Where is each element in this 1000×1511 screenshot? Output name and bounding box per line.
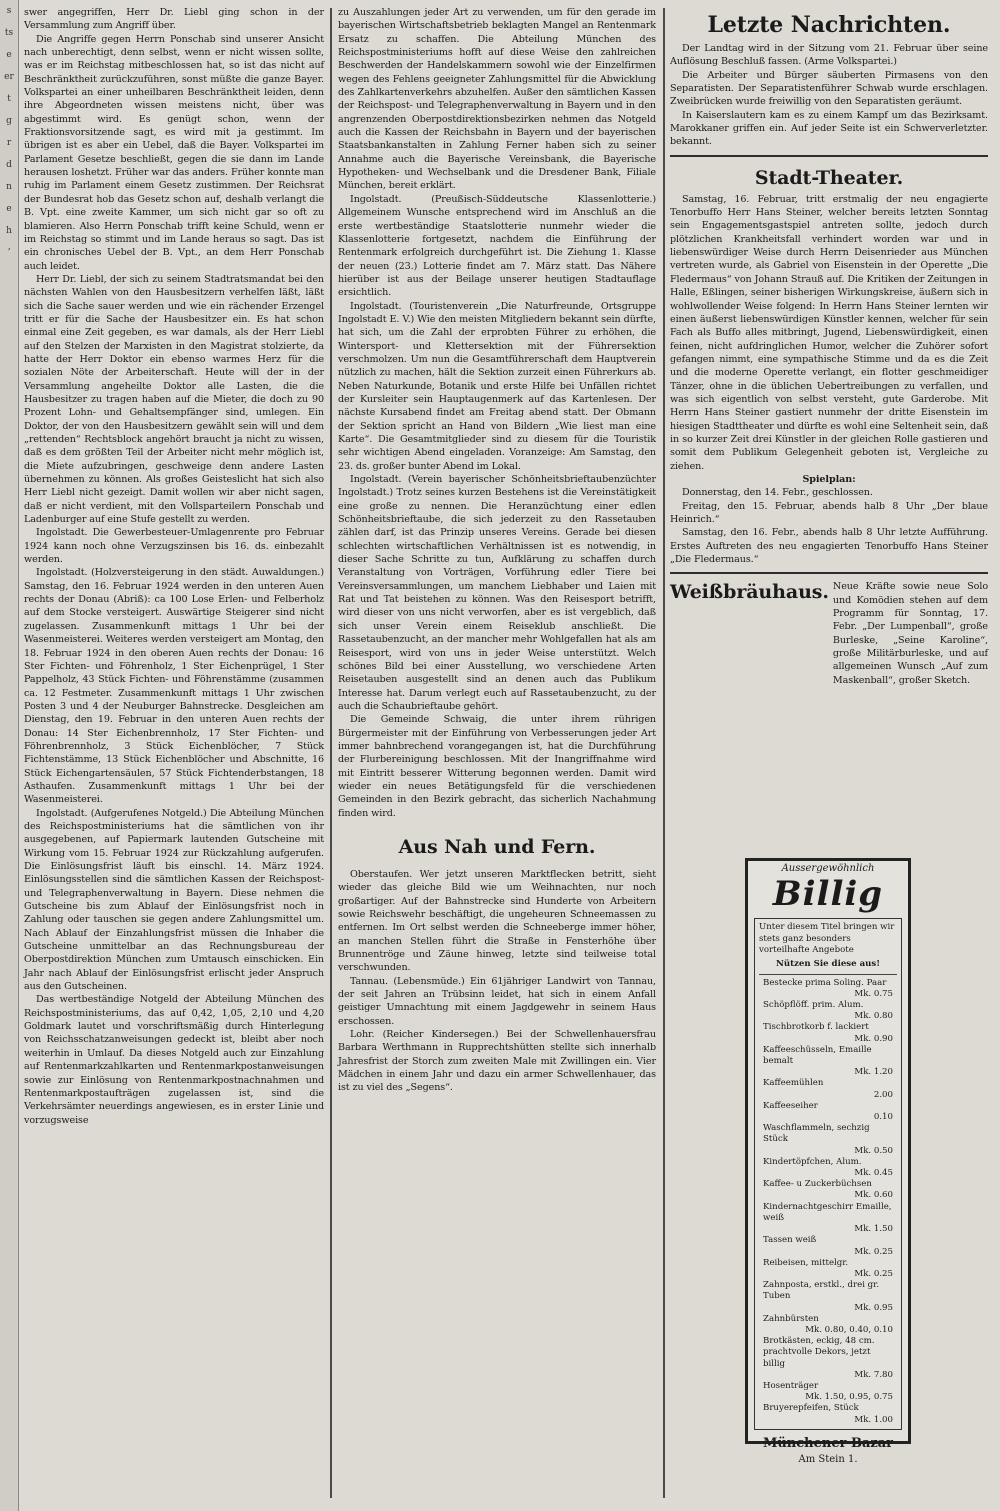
- margin-fragment: h: [6, 226, 12, 236]
- ad-item: [759, 1101, 897, 1123]
- ad-store-address: Am Stein 1.: [798, 1453, 858, 1465]
- weissbraeuhaus-notice: [670, 580, 988, 687]
- article-paragraph: Die Gemeinde Schwaig, die unter ihrem rührigen Bürgermeister mit der Einführung von Verbesserungen jeder Art immer bahnbrechend vorangegangen ist, hat die Durchführung der Flurbereinigung beschlossen. Mit der Inangriffnahme wird mit Eintritt besserer Witterung begonnen werden. Damit wird wieder ein neues Betätigungsfeld für die verschiedenen Gemeinden in den Bezirk gebracht, das sicherlich Nachahmung finden wird.: [338, 714, 656, 819]
- ad-item-name: Hosenträger: [763, 1380, 819, 1391]
- margin-fragment: d: [6, 160, 12, 170]
- ad-headline: Billig: [772, 874, 884, 915]
- ad-item-name: Brotkästen, eckig, 48 cm. prachtvolle Dekors, jetzt billig: [763, 1336, 875, 1369]
- article-paragraph: zu Auszahlungen jeder Art zu verwenden, um für den gerade im bayerischen Wirtschaftsbetrieb beklagten Mangel an Rentenmark Ersatz zu schaffen. Die Abteilung München des Reichspostministeriums hofft auf diese Weise den zahlreichen Beschwerden der Handelskammern sowohl wie der Einzelfirmen wegen des Fehlens geeigneter Zahlungsmittel für die Abwicklung des Zahlkartenverkehrs abzuhelfen. Außer den sämtlichen Kassen der Reichspost- und Telegraphenverwaltung in Bayern und in den angrenzenden Oberpostdirektionsbezirken nehmen das Notgeld auch die Kassen der Reichsbahn in Bayern und der bayerischen Staatsbankanstalten in Zahlung Ferner haben sich zu seiner Annahme auch die Bayerische Vereinsbank, die Bayerische Hypotheken- und Wechselbank und die Dresdener Bank, Filiale München, bereit erklärt.: [338, 7, 656, 192]
- news-paragraph: In Kaiserslautern kam es zu einem Kampf um das Bezirksamt. Marokkaner griffen ein. Auf jeder Seite ist ein Schwerverletzter. bekannt.: [670, 109, 988, 148]
- article-paragraph: Ingolstadt. (Preußisch-Süddeutsche Klassenlotterie.) Allgemeinem Wunsche entsprechend wird im Anschluß an die erste wertbeständige Staatslotterie nunmehr wieder die Klassenlotterie fortgesetzt, nachdem die Einführung der Rentenmark erfolgreich durchgeführt ist. Die Ziehung 1. Klasse der neuen (23.) Lotterie findet am 7. März statt. Das Nähere hierüber ist aus der Beilage unserer heutigen Stadtauflage ersichtlich.: [338, 193, 656, 299]
- margin-fragment: s: [6, 6, 12, 16]
- ad-item-price: 2.00: [873, 1089, 893, 1100]
- section-heading-letzte-nachrichten: Letzte Nachrichten.: [707, 12, 951, 38]
- article-paragraph: Die Angriffe gegen Herrn Ponschab sind unserer Ansicht nach unberechtigt, denn selbst, wenn er nicht wissen sollte, was er im Reichstag mitbeschlossen hat, so ist das nicht auf Beschränktheit zurückzuführen, sonst müßte die ganze Bayer. Volkspartei an einer unheilbaren Beschränktheit leiden, denn ihre Abgeordneten wissen meistens nicht, über was abgestimmt wird. Es genügt schon, wenn der Fraktionsvorsitzende sagt, es wird mit ja gestimmt. Im übrigen ist es aber ein Uebel, daß die Bayer. Volkspartei im Parlament Gesetze beschließt, gegen die sie dann im Lande herausen loshetzt. Früher war das anders. Früher konnte man ruhig im Parlament einem Gesetz zustimmen. Der Reichsrat der Bundesrat hob das Gesetz schon auf, deshalb verlangt die B. Vpt. eine zweite Kammer, um sich nicht gar so oft zu blamieren. Also Herrn Ponschab trifft keine Schuld, wenn er im Reichstag so stimmt und im Lande heraus so sagt. Das ist ein chronisches Uebel der B. Vpt., an dem Herr Ponschab auch leidet.: [24, 33, 324, 272]
- section-heading-stadt-theater: Stadt-Theater.: [754, 166, 904, 189]
- margin-fragment: er: [4, 72, 14, 82]
- ad-item: [759, 1179, 897, 1201]
- ad-item-name: Kindertöpfchen, Alum.: [763, 1156, 862, 1167]
- ad-item-name: Reibeisen, mittelgr.: [763, 1257, 849, 1268]
- ad-item: [759, 1045, 897, 1079]
- theater-paragraph: Samstag, 16. Februar, tritt erstmalig der neu engagierte Tenorbuffo Herr Hans Steiner, welcher bereits letzten Sonntag sein Engagementsgastspiel antreten sollte, jedoch durch plötzlichen Krankheitsfall verhindert worden war und in liebenswürdiger Weise durch Herrn Deisenrieder aus München vertreten wurde, als Gabriel von Eisenstein in der Operette „Die Fledermaus“ von Johann Strauß auf. Die Kritiken der Zeitungen in Halle, Eßlingen, seiner bisherigen Wirkungskreise, äußern sich in wohlwollender Weise folgend: In Herrn Hans Steiner lernten wir einen äußerst liebenswürdigen Künstler kennen, welcher für sein Fach als Buffo alles mitbringt, Jugend, Liebenswürdigkeit, einen feinen, nicht aufdringlichen Humor, welcher die Zuhörer sofort gefangen nimmt, eine sympathische Stimme und da es die Zeit und die moderne Operette verlangt, ein flotter geschmeidiger Tänzer, ohne in die üblichen Uebertreibungen zu verfallen, und was sich eigentlich von selbst versteht, gute Garderobe. Mit Herrn Hans Steiner gastiert nunmehr der dritte Eisenstein im hiesigen Stadttheater und dürfte es wohl eine Seltenheit sein, daß in so kurzer Zeit drei Künstler in der gleichen Rolle gastieren und somit dem Publikum Gelegenheit geboten ist, Vergleiche zu ziehen.: [670, 193, 988, 472]
- article-paragraph: Ingolstadt. (Touristenverein „Die Naturfreunde, Ortsgruppe Ingolstadt E. V.) Wie den meisten Mitgliedern bekannt sein dürfte, hat sich, um die Zahl der erprobten Führer zu erhöhen, die Wintersport- und Klettersektion mit der Führersektion verschmolzen. Um nun die Gesamtführerschaft dem Hauptverein nützlich zu machen, hält die Sektion zurzeit einen Führerkurs ab. Neben Naturkunde, Botanik und erste Hilfe bei Unfällen richtet der Kursleiter sein Hauptaugenmerk auf das Kartenlesen. Der nächste Kursabend findet am Freitag abend statt. Der Obmann der Sektion spricht an Hand von Bildern „Wie liest man eine Karte“. Die Gesamtmitglieder sind zu diesem für die Touristik sehr wichtigen Abend eingeladen. Voranzeige: Am Samstag, den 23. ds. großer bunter Abend im Lokal.: [338, 300, 656, 472]
- ad-item-name: Zahnbürsten: [763, 1313, 819, 1324]
- ad-item: [759, 1078, 897, 1100]
- margin-fragment: r: [6, 138, 12, 148]
- margin-fragment: e: [6, 50, 12, 60]
- weissbraeuhaus-text: Neue Kräfte sowie neue Solo und Komödien stehen auf dem Programm für Sonntag, 17. Febr. „Der Lumpenball“, große Burleske, „Seine Karoline“, große Militärburleske, und auf allgemeinen Wunsch „Auf zum Maskenball“, großer Sketch.: [832, 581, 988, 686]
- article-paragraph: Oberstaufen. Wer jetzt unseren Marktflecken betritt, sieht wieder das gleiche Bild wie um Weihnachten, nur noch großartiger. Auf der Bahnstrecke sind Hunderte von Arbeitern sowie Reichswehr beschäftigt, die ungeheuren Schneemassen zu entfernen. Im Ort selbst werden die Schneeberge immer höher, an manchen Stellen führt die Straße in Fensterhöhe über Brunnentröge und Zäune hinweg, letzte sind teilweise total verschwunden.: [338, 868, 656, 974]
- ad-item-name: Tassen weiß: [763, 1235, 817, 1246]
- section-divider: [670, 155, 988, 157]
- ad-item-name: Kindernachtgeschirr Emaille, weiß: [763, 1201, 892, 1223]
- ad-item-name: Waschflammeln, sechzig Stück: [763, 1123, 870, 1145]
- article-paragraph: Tannau. (Lebensmüde.) Ein 61jähriger Landwirt von Tannau, der seit Jahren an Trübsinn leidet, hat sich in einem Anfall geistiger Umnachtung mit einem Jagdgewehr in seinem Haus erschossen.: [338, 975, 656, 1027]
- ad-item-price: Mk. 7.80: [854, 1369, 893, 1380]
- ad-item-name: Kaffeeschüsseln, Emaille bemalt: [763, 1044, 872, 1067]
- column-2: [338, 6, 656, 1501]
- ad-item-name: Kaffeemühlen: [763, 1078, 824, 1089]
- weissbraeuhaus-name: Weißbräuhaus.: [670, 581, 829, 604]
- news-paragraph: Der Landtag wird in der Sitzung vom 21. Februar über seine Auflösung Beschluß fassen. (Arme Volkspartei.): [670, 43, 988, 68]
- ad-item-name: Kaffeeseiher: [763, 1100, 818, 1111]
- ad-item-name: Tischbrotkorb f. lackiert: [763, 1022, 869, 1033]
- ad-item-price: Mk. 0.95: [854, 1302, 893, 1313]
- ad-item-price: Mk. 0.25: [854, 1246, 893, 1257]
- ad-item: [759, 1336, 897, 1381]
- ad-item-price: 0.10: [873, 1112, 893, 1123]
- ad-item-price: Mk. 0.60: [854, 1190, 893, 1201]
- left-margin-strip: [0, 0, 19, 1511]
- section-divider: [670, 572, 988, 574]
- spielplan-entry: Samstag, den 16. Febr., abends halb 8 Uhr letzte Aufführung. Erstes Auftreten des neu engagierten Tenorbuffo Hans Steiner „Die Fledermaus.“: [670, 527, 988, 566]
- column-rule: [663, 8, 665, 1498]
- ad-intro: Unter diesem Titel bringen wir stets ganz besonders vorteilhafte Angebote: [759, 922, 895, 956]
- article-paragraph: Ingolstadt. (Aufgerufenes Notgeld.) Die Abteilung München des Reichspostministeriums hat die sämtlichen von ihr ausgegebenen, auf Papiermark lautenden Gutscheine mit Wirkung vom 15. Februar 1924 zur Rückzahlung aufgerufen. Die Einlösungsfrist läuft bis einschl. 14. März 1924. Einlösungsstellen sind die sämtlichen Kassen der Reichspost- und Telegraphenverwaltung in Bayern. Diese nehmen die Gutscheine bis zum Ablauf der Einlösungsfrist noch in Zahlung oder tauschen sie gegen andere Zahlungsmittel um. Nach Ablauf der Einzahlungsfrist müssen die Inhaber die Gutscheine unmittelbar an das Rechnungsbureau der Oberpostdirektion München zum Umtausch einschicken. Ein Jahr nach Ablauf der Einlösungsfrist erlischt jeder Anspruch aus den Gutscheinen.: [24, 807, 324, 993]
- ad-item-price: Mk. 0.80: [854, 1011, 893, 1022]
- ad-item: [759, 1000, 897, 1022]
- margin-fragment: ts: [4, 28, 14, 38]
- article-paragraph: Herr Dr. Liebl, der sich zu seinem Stadtratsmandat bei den nächsten Wahlen von den Hausbesitzern verhelfen läßt, läßt sich die Sache sauer werden und wie ein rächender Erzengel tritt er für die Sache der Hausbesitzer ein. Es hat schon einmal eine Zeit gegeben, es war damals, als der Herr Liebl auf den Stelzen der Marxisten in den Magistrat stolzierte, da hatte der Herr Doktor ein ebenso warmes Herz für die sozialen Nöte der Arbeiterschaft. Heute will der in der Versammlung angeheilte Doktor alle Lasten, die die Hausbesitzer zu tragen haben auf die Mieter, die doch zu 90 Prozent Lohn- und Gehaltsempfänger sind, umlegen. Ein Doktor, der von den Hausbesitzern gewählt sein will und dem „rettenden“ Rechtsblock angehört braucht ja nicht zu wissen, daß es dem größten Teil der Arbeiter nicht mehr möglich ist, die Miete aufzubringen, geschweige denn andere Lasten übernehmen zu können. Als großes Geisteslicht hat sich also Herr Liebl nicht gezeigt. Damit wollen wir aber nicht sagen, daß er nicht verdient, mit den Vollsparteilern Ponschab und Ladenburger auf eine Stufe gestellt zu werden.: [24, 273, 324, 526]
- column-rule: [330, 8, 332, 1498]
- article-paragraph: Ingolstadt. Die Gewerbesteuer-Umlagenrente pro Februar 1924 kann noch ohne Verzugszinsen bis 16. ds. einbezahlt werden.: [24, 527, 324, 566]
- ad-item: [759, 1381, 897, 1403]
- margin-fragment: g: [6, 116, 12, 126]
- column-3: [670, 0, 988, 850]
- ad-item-name: Zahnposta, erstkl., drei gr. Tuben: [763, 1280, 880, 1302]
- article-paragraph: Das wertbeständige Notgeld der Abteilung München des Reichspostministeriums, das auf 0,42, 1,05, 2,10 und 4,20 Goldmark lautet und vorschriftsmäßig durch Hinterlegung von Reichsschatzanweisungen gedeckt ist, bleibt aber noch weiterhin in Umlauf. Da dieses Notgeld auch zur Einzahlung auf Rentenmarkzahlkarten und Rentenmarkpostanweisungen sowie zur Einlösung von Rentenmarkpostnachnahmen und Rentenmarkpostaufträgen zugelassen ist, sind die Verkehrsämter neuerdings angewiesen, es in erster Linie und vorzugsweise: [24, 994, 324, 1126]
- article-paragraph: swer angegriffen, Herr Dr. Liebl ging schon in der Versammlung zum Angriff über.: [24, 7, 324, 32]
- ad-item-name: Bestecke prima Soling. Paar: [763, 977, 887, 988]
- ad-item-price: Mk. 1.50: [854, 1224, 893, 1235]
- ad-item-name: Bruyerepfeifen, Stück: [763, 1403, 859, 1414]
- ad-item: [759, 1202, 897, 1236]
- ad-item-price: Mk. 0.50: [854, 1145, 893, 1156]
- margin-fragment: n: [6, 182, 12, 192]
- ad-item: [759, 1123, 897, 1157]
- ad-kicker: Aussergewöhnlich: [781, 863, 875, 874]
- ad-item-price: Mk. 1.00: [854, 1414, 893, 1425]
- ad-item-price: Mk. 1.50, 0.95, 0.75: [805, 1392, 893, 1403]
- ad-item-price: Mk. 0.90: [854, 1033, 893, 1044]
- ad-cta: Nützen Sie diese aus!: [775, 959, 881, 970]
- ad-item: [759, 1314, 897, 1336]
- ad-item-name: Kaffee- u Zuckerbüchsen: [763, 1179, 872, 1190]
- ad-item: [759, 1403, 897, 1425]
- ad-item: [759, 1258, 897, 1280]
- ad-item-price: Mk. 0.25: [854, 1268, 893, 1279]
- ad-item-price: Mk. 1.20: [854, 1067, 893, 1078]
- column-1: [24, 6, 324, 1501]
- margin-fragment: e: [6, 204, 12, 214]
- ad-item-name: Schöpflöff. prim. Alum.: [763, 1000, 864, 1011]
- ad-item: [759, 1157, 897, 1179]
- ad-item: [759, 1235, 897, 1257]
- ad-store-name: Münchener Bazar: [762, 1435, 894, 1451]
- spielplan-entry: Donnerstag, den 14. Febr., geschlossen.: [682, 487, 873, 499]
- margin-fragment: t: [7, 94, 11, 104]
- ad-item: [759, 1280, 897, 1314]
- ad-item-price: Mk. 0.80, 0.40, 0.10: [805, 1324, 893, 1335]
- ad-divider: [759, 974, 897, 975]
- ad-item-price: Mk. 0.75: [854, 988, 893, 999]
- article-paragraph: Ingolstadt. (Holzversteigerung in den städt. Auwaldungen.) Samstag, den 16. Februar 1924 werden in den unteren Auen rechts der Donau (Abriß): ca 100 Lose Erlen- und Felberholz auf dem Stocke versteigert. Auswärtige Steigerer sind nicht zugelassen. Zusammenkunft mittags 1 Uhr bei der Wasenmeisterei. Weiteres werden versteigert am Montag, den 18. Februar 1924 in den oberen Auen rechts der Donau: 16 Ster Fichten- und Föhrenholz, 1 Ster Eichenprügel, 1 Ster Pappelholz, 43 Stück Fichten- und Föhrenstämme (zusammen ca. 12 Festmeter. Zusammenkunft mittags 1 Uhr zwischen Posten 3 und 4 der Neuburger Bahnstrecke. Desgleichen am Dienstag, den 19. Februar in den unteren Auen rechts der Donau: 14 Ster Eichenbrennholz, 17 Ster Fichten- und Föhrenbrennholz, 3 Stück Eichenblöcher, 7 Stück Fichtenstämme, 13 Stück Eichenblöcher und Abschnitte, 16 Stück Eichengartensäulen, 57 Stück Fichtenderbstangen, 18 Asthaufen. Zusammenkunft mittags 1 Uhr bei der Wasenmeisterei.: [24, 567, 324, 806]
- ad-item: [759, 1022, 897, 1044]
- article-paragraph: Lohr. (Reicher Kindersegen.) Bei der Schwellenhauersfrau Barbara Werthmann in Rupprechtshütten stellte sich innerhalb Jahresfrist der Storch zum zweiten Male mit Zwillingen ein. Vier Mädchen in einem Jahr und dazu ein armer Schwellenhauer, das ist zu viel des „Segens“.: [338, 1029, 656, 1094]
- advertisement-billig: [745, 858, 911, 1465]
- news-paragraph: Die Arbeiter und Bürger säuberten Pirmasens von den Separatisten. Der Separatistenführer Schwab wurde erschlagen. Zweibrücken wurde freiwillig von den Separatisten geräumt.: [670, 69, 988, 108]
- ad-item-price: Mk. 0.45: [854, 1168, 893, 1179]
- spielplan-title: Spielplan:: [802, 473, 856, 485]
- ad-item-list: [759, 978, 897, 1426]
- section-heading-aus-nah-und-fern: Aus Nah und Fern.: [398, 835, 596, 858]
- spielplan-entry: Freitag, den 15. Februar, abends halb 8 Uhr „Der blaue Heinrich.“: [670, 500, 988, 525]
- article-paragraph: Ingolstadt. (Verein bayerischer Schönheitsbrieftaubenzüchter Ingolstadt.) Trotz seines kurzen Bestehens ist die Vereinstätigkeit eine große zu nennen. Die Heranzüchtung einer edlen Schönheitsbrieftaube, die sich jederzeit zu den Rassetauben zählen darf, ist das Prinzip unseres Vereins. Gerade bei diesen schlechten wirtschaftlichen Verhältnissen ist es notwendig, in dieser Sache Schritte zu tun, Aufklärung zu schaffen durch Veranstaltung von Vorträgen, Vorführung edler Tiere bei Vereinsversammlungen, um manchem Liebhaber und Laien mit Rat und Tat beistehen zu können. Was den Reisesport betrifft, wird dieser von uns nicht verworfen, aber es ist vergeblich, daß sich unser Verein einem Reiseklub anschließt. Die Rassetaubenzucht, an der mancher mehr Wohlgefallen hat als am Reisesport, wird von uns in jeder Weise unterstützt. Welch schönes Bild bei einer Ausstellung, wo verschiedene Arten Reisetauben ausgestellt sind an denen auch das Publikum Interesse hat. Darum verlegt euch auf Rassetaubenzucht, zu der auch die Schaubrieftaube gehört.: [338, 474, 656, 712]
- ad-item: [759, 978, 897, 1000]
- ad-offer-box: [754, 918, 902, 1430]
- margin-fragment: ’: [7, 248, 11, 258]
